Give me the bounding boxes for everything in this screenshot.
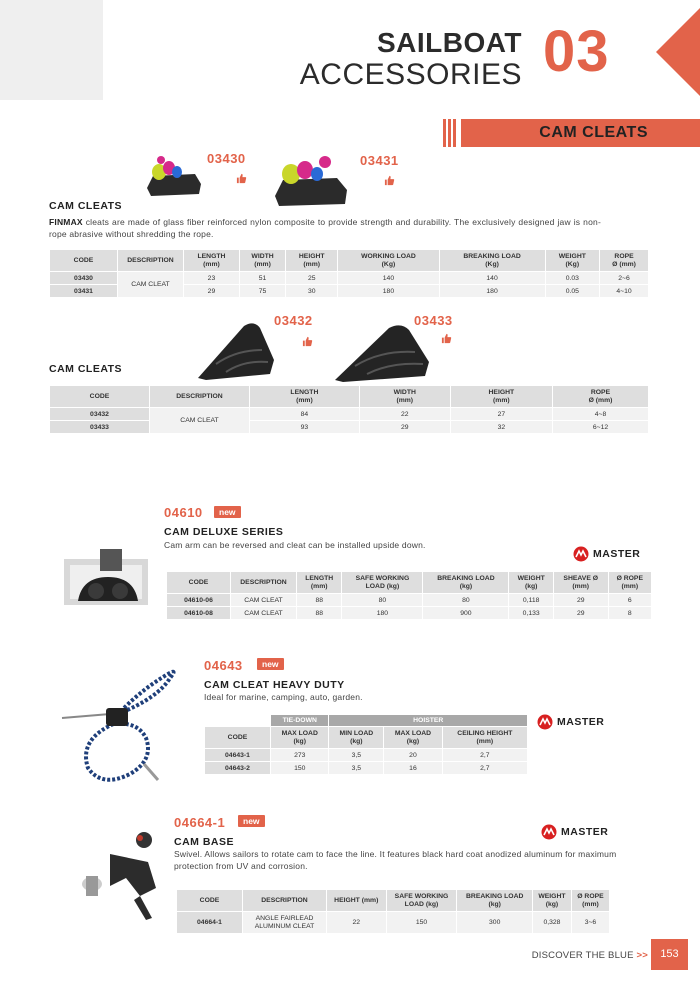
table-row: [50, 421, 649, 434]
table-cell: 25: [286, 272, 338, 285]
table-cell-code: 03432: [50, 408, 150, 421]
section-description: Swivel. Allows sailors to rotate cam to face the line. It features black hard coat anodized aluminum for maximum protection from UV and corrosion.: [174, 849, 617, 871]
table-cell: 3,5: [329, 762, 384, 775]
table-header: Ø ROPE (mm): [608, 572, 651, 594]
product-code-label: 03431: [360, 153, 399, 168]
table-cell: 273: [271, 749, 329, 762]
table-cell: 180: [338, 285, 439, 298]
table-header: HEIGHT (mm): [450, 386, 552, 408]
section-heading: CAM BASE: [174, 836, 235, 848]
spec-table-cam-heavy-duty: [204, 714, 528, 775]
table-cell: 16: [384, 762, 442, 775]
product-code-label: 03432: [274, 313, 313, 328]
product-code-label: 04643: [204, 658, 243, 673]
category-banner: [443, 119, 700, 147]
table-cell: 75: [239, 285, 285, 298]
table-cell: 0,328: [532, 912, 571, 934]
master-logo-icon: [541, 824, 557, 840]
new-badge: new: [238, 815, 265, 827]
table-header: DESCRIPTION: [231, 572, 297, 594]
section-heading: CAM CLEATS: [49, 200, 123, 212]
thumbs-up-icon: [384, 173, 395, 191]
table-cell-code: 03430: [50, 272, 118, 285]
section-description: Cam arm can be reversed and cleat can be installed upside down.: [164, 540, 426, 550]
table-cell: 22: [359, 408, 450, 421]
chevron-left-icon: [648, 0, 700, 100]
table-cell-description: CAM CLEAT: [150, 408, 250, 434]
table-row: [167, 594, 652, 607]
table-row: [177, 912, 610, 934]
table-header: ROPE Ø (mm): [553, 386, 649, 408]
table-header: DESCRIPTION: [150, 386, 250, 408]
table-row: [50, 408, 649, 421]
footer-tagline-text: DISCOVER THE BLUE: [531, 950, 634, 961]
product-image-03430: [145, 152, 203, 200]
table-header: CODE: [205, 727, 271, 749]
table-cell: 84: [250, 408, 360, 421]
corner-decoration: [0, 0, 103, 100]
spec-table-cam-deluxe: [166, 571, 652, 620]
table-cell: 0,133: [509, 607, 553, 620]
table-header: MAX LOAD (kg): [384, 727, 442, 749]
product-image-04643: [58, 668, 178, 790]
category-banner-label: CAM CLEATS: [539, 124, 648, 141]
brand-word: FINMAX: [49, 217, 83, 227]
brand-logo: [573, 546, 640, 562]
product-image-04664-1: [70, 826, 166, 922]
table-header: HEIGHT (mm): [327, 890, 387, 912]
table-header: CODE: [50, 250, 118, 272]
table-cell: 3,5: [329, 749, 384, 762]
thumbs-up-icon: [302, 334, 313, 352]
table-header: CODE: [50, 386, 150, 408]
page-title-line2: ACCESSORIES: [299, 58, 522, 91]
table-cell: 2,7: [442, 749, 527, 762]
table-cell: 6~12: [553, 421, 649, 434]
table-header: SHEAVE Ø (mm): [553, 572, 608, 594]
footer-tagline: [532, 950, 648, 961]
table-cell: 27: [450, 408, 552, 421]
table-cell: 29: [184, 285, 240, 298]
table-cell: 2~6: [600, 272, 649, 285]
brand-logo: [537, 714, 604, 730]
table-header: ROPE Ø (mm): [600, 250, 649, 272]
table-header: MIN LOAD (kg): [329, 727, 384, 749]
master-logo-icon: [537, 714, 553, 730]
product-image-03433: [333, 322, 431, 384]
table-cell-code: 04643-1: [205, 749, 271, 762]
table-header: HEIGHT (mm): [286, 250, 338, 272]
table-cell: 4~8: [553, 408, 649, 421]
table-cell-code: 04643-2: [205, 762, 271, 775]
table-cell: 8: [608, 607, 651, 620]
table-cell-code: 03431: [50, 285, 118, 298]
table-cell: 2,7: [442, 762, 527, 775]
section-heading: CAM CLEAT HEAVY DUTY: [204, 679, 345, 691]
table-group-header: HOISTER: [329, 715, 528, 727]
table-header: SAFE WORKING LOAD (kg): [386, 890, 457, 912]
table-cell: 0.05: [545, 285, 600, 298]
table-cell-code: 04610-08: [167, 607, 231, 620]
table-header: SAFE WORKING LOAD (kg): [342, 572, 423, 594]
table-cell: 180: [342, 607, 423, 620]
table-row: [205, 749, 528, 762]
table-cell: 93: [250, 421, 360, 434]
table-cell: 29: [359, 421, 450, 434]
table-cell-description: CAM CLEAT: [118, 272, 184, 298]
table-header: DESCRIPTION: [243, 890, 327, 912]
product-image-03432: [196, 320, 276, 382]
section-description: [49, 216, 601, 240]
table-header: LENGTH (mm): [250, 386, 360, 408]
table-cell-code: 03433: [50, 421, 150, 434]
table-cell: 3~6: [571, 912, 609, 934]
table-cell: 4~10: [600, 285, 649, 298]
table-cell-code: 04664-1: [177, 912, 243, 934]
table-cell: 180: [439, 285, 545, 298]
table-header: WIDTH (mm): [359, 386, 450, 408]
table-header: WEIGHT (kg): [509, 572, 553, 594]
page-title-line1: SAILBOAT: [376, 27, 522, 58]
thumbs-up-icon: [236, 171, 247, 189]
table-row: [50, 272, 649, 285]
table-header: WEIGHT (kg): [532, 890, 571, 912]
table-header: CODE: [177, 890, 243, 912]
table-cell: 900: [423, 607, 509, 620]
table-cell: 150: [271, 762, 329, 775]
table-group-header: TIE-DOWN: [271, 715, 329, 727]
table-cell: 140: [439, 272, 545, 285]
spec-table-cam-cleats-1: [49, 249, 649, 298]
new-badge: new: [214, 506, 241, 518]
section-heading: CAM DELUXE SERIES: [164, 526, 284, 538]
table-cell: 0.03: [545, 272, 600, 285]
product-code-label: 03430: [207, 151, 246, 166]
table-cell: 20: [384, 749, 442, 762]
chapter-number: 03: [543, 19, 610, 84]
page-number: 153: [651, 939, 688, 970]
table-header: MAX LOAD (kg): [271, 727, 329, 749]
table-cell: 29: [553, 607, 608, 620]
table-row: [205, 762, 528, 775]
table-cell: 88: [297, 594, 342, 607]
product-code-label: 04610: [164, 505, 203, 520]
table-cell: 6: [608, 594, 651, 607]
section-description: Ideal for marine, camping, auto, garden.: [204, 692, 363, 702]
table-row: [167, 607, 652, 620]
brand-name: MASTER: [557, 716, 605, 728]
table-cell: ANGLE FAIRLEAD ALUMINUM CLEAT: [243, 912, 327, 934]
spec-table-cam-cleats-2: [49, 385, 649, 434]
table-header: DESCRIPTION: [118, 250, 184, 272]
table-header: LENGTH (mm): [184, 250, 240, 272]
table-cell: 32: [450, 421, 552, 434]
table-cell: 80: [342, 594, 423, 607]
table-header: BREAKING LOAD (kg): [457, 890, 533, 912]
product-code-label: 03433: [414, 313, 453, 328]
thumbs-up-icon: [441, 331, 452, 349]
new-badge: new: [257, 658, 284, 670]
product-image-04610: [60, 543, 160, 615]
brand-name: MASTER: [561, 826, 609, 838]
footer-arrows: >>: [636, 950, 648, 961]
table-cell: 140: [338, 272, 439, 285]
table-cell: 300: [457, 912, 533, 934]
product-code-label: 04664-1: [174, 815, 226, 830]
table-header: LENGTH (mm): [297, 572, 342, 594]
table-header: CODE: [167, 572, 231, 594]
table-header: Ø ROPE (mm): [571, 890, 609, 912]
table-cell: 0,118: [509, 594, 553, 607]
brand-name: MASTER: [593, 548, 641, 560]
table-cell: 88: [297, 607, 342, 620]
description-text: cleats are made of glass fiber reinforced nylon composite to provide strength and durability. The exclusively designed jaw is non-rope abrasive without shredding the rope.: [49, 217, 601, 239]
spec-table-cam-base: [176, 889, 610, 934]
table-header: BREAKING LOAD (kg): [423, 572, 509, 594]
master-logo-icon: [573, 546, 589, 562]
table-cell: CAM CLEAT: [231, 594, 297, 607]
table-cell: 150: [386, 912, 457, 934]
table-cell-code: 04610-06: [167, 594, 231, 607]
table-cell: 29: [553, 594, 608, 607]
table-cell: 23: [184, 272, 240, 285]
table-header: WIDTH (mm): [239, 250, 285, 272]
table-header: BREAKING LOAD (Kg): [439, 250, 545, 272]
brand-logo: [541, 824, 608, 840]
table-header: WEIGHT (Kg): [545, 250, 600, 272]
table-cell: CAM CLEAT: [231, 607, 297, 620]
table-cell: 22: [327, 912, 387, 934]
table-header: CEILING HEIGHT (mm): [442, 727, 527, 749]
table-cell: 51: [239, 272, 285, 285]
table-cell: 30: [286, 285, 338, 298]
product-image-03431: [273, 150, 349, 210]
section-heading: CAM CLEATS: [49, 363, 123, 375]
table-header: WORKING LOAD (Kg): [338, 250, 439, 272]
table-cell: 80: [423, 594, 509, 607]
